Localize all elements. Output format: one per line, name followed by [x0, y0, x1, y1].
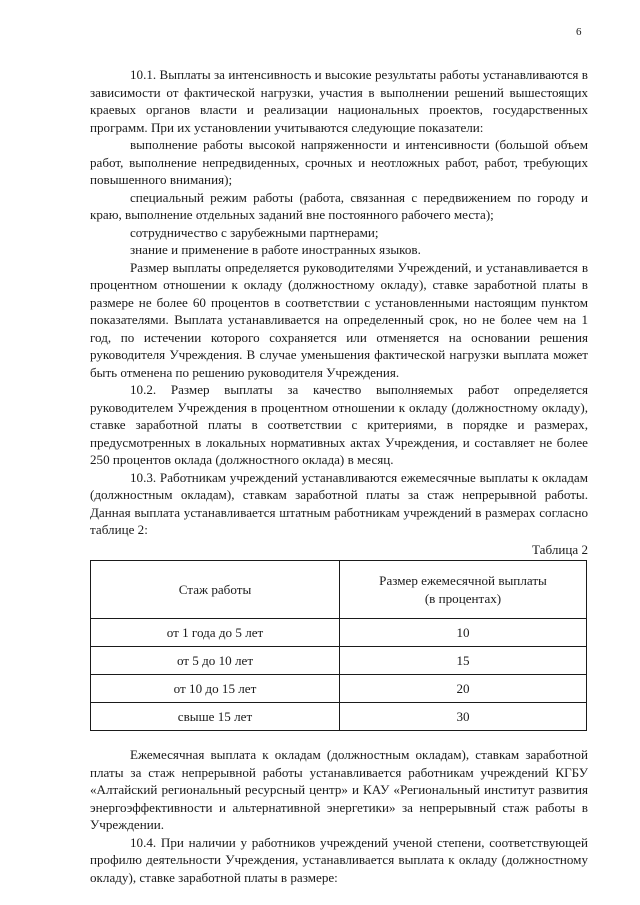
cell-percent: 30 — [340, 703, 587, 731]
table-caption: Таблица 2 — [532, 541, 588, 557]
table-row — [91, 703, 587, 731]
header-percent — [340, 561, 587, 619]
indicator-foreign-partners: сотрудничество с зарубежными партнерами; — [130, 224, 379, 240]
cell-percent: 15 — [340, 647, 587, 675]
cell-percent: 10 — [340, 619, 587, 647]
cell-stazh: свыше 15 лет — [91, 703, 340, 731]
table-row — [91, 619, 587, 647]
header-stazh: Стаж работы — [91, 561, 340, 619]
indicator-languages: знание и применение в работе иностранных языков. — [130, 242, 421, 257]
paragraph-payment-size: Размер выплаты определяется руководителями Учреждений, и устанавливается в процентном отношении к окладу (должностному окладу), ставке заработной платы в размере не более 60 процентов в соответствии с установленными настоящим пунктом показателями. Выплата устанавливается на определенный срок, но не более чем на 1 год, по истечении которого сохраняется или отменяется на основании решения руководителя Учреждения. В случае уменьшения фактической нагрузки выплата может быть отменена по решению руководителя Учреждения. — [90, 259, 588, 380]
indicator-intensity: выполнение работы высокой напряженности и интенсивности (большой объем работ, выполнение непредвиденных, срочных и неотложных работ, работ, требующих повышенного внимания); — [90, 137, 588, 187]
cell-stazh: от 5 до 10 лет — [91, 647, 340, 675]
document-body — [90, 66, 588, 886]
paragraph-10-4: 10.4. При наличии у работников учреждений ученой степени, соответствующей профилю деятельности Учреждения, устанавливается выплата к окладу (должностному окладу), ставке заработной платы в размере: — [90, 834, 588, 885]
page-number: 6 — [576, 26, 582, 38]
header-percent-line2: (в процентах) — [424, 590, 502, 606]
cell-percent: 20 — [340, 675, 587, 703]
paragraph-10-1: 10.1. Выплаты за интенсивность и высокие результаты работы устанавливаются в зависимости от фактической нагрузки, участия в выполнении решений вышестоящих краевых органов власти и реализации национальных проектов, государственных программ. При их установлении учитываются следующие показатели: — [90, 67, 588, 135]
paragraph-10-2: 10.2. Размер выплаты за качество выполняемых работ определяется руководителем Учреждения в процентном отношении к окладу (должностному окладу), ставке заработной платы в соответствии с критериями, в порядке и размерах, предусмотренных в локальных нормативных актах Учреждения, и составляет не более 250 процентов оклада (должностного оклада) в месяц. — [90, 382, 588, 467]
table-header-row — [91, 561, 587, 619]
cell-stazh: от 10 до 15 лет — [91, 675, 340, 703]
cell-stazh: от 1 года до 5 лет — [91, 619, 340, 647]
table-row — [91, 675, 587, 703]
table-row — [91, 647, 587, 675]
paragraph-10-3: 10.3. Работникам учреждений устанавливаются ежемесячные выплаты к окладам (должностным окладам), ставкам заработной платы за стаж непрерывной работы. Данная выплата устанавливается штатным работникам учреждений в размерах согласно таблице 2: — [90, 469, 588, 537]
header-percent-line1: Размер ежемесячной выплаты — [379, 573, 547, 588]
paragraph-monthly-payment: Ежемесячная выплата к окладам (должностным окладам), ставкам заработной платы за стаж непрерывной работы устанавливается работникам учреждений КГБУ «Алтайский региональный ресурсный центр» и КАУ «Региональный институт развития энергоэффективности и альтернативной энергетики» за непрерывный стаж работы в Учреждении. — [90, 747, 588, 832]
indicator-special-mode: специальный режим работы (работа, связанная с передвижением по городу и краю, выполнение отдельных заданий вне постоянного рабочего места); — [90, 189, 588, 222]
seniority-table — [90, 560, 587, 731]
